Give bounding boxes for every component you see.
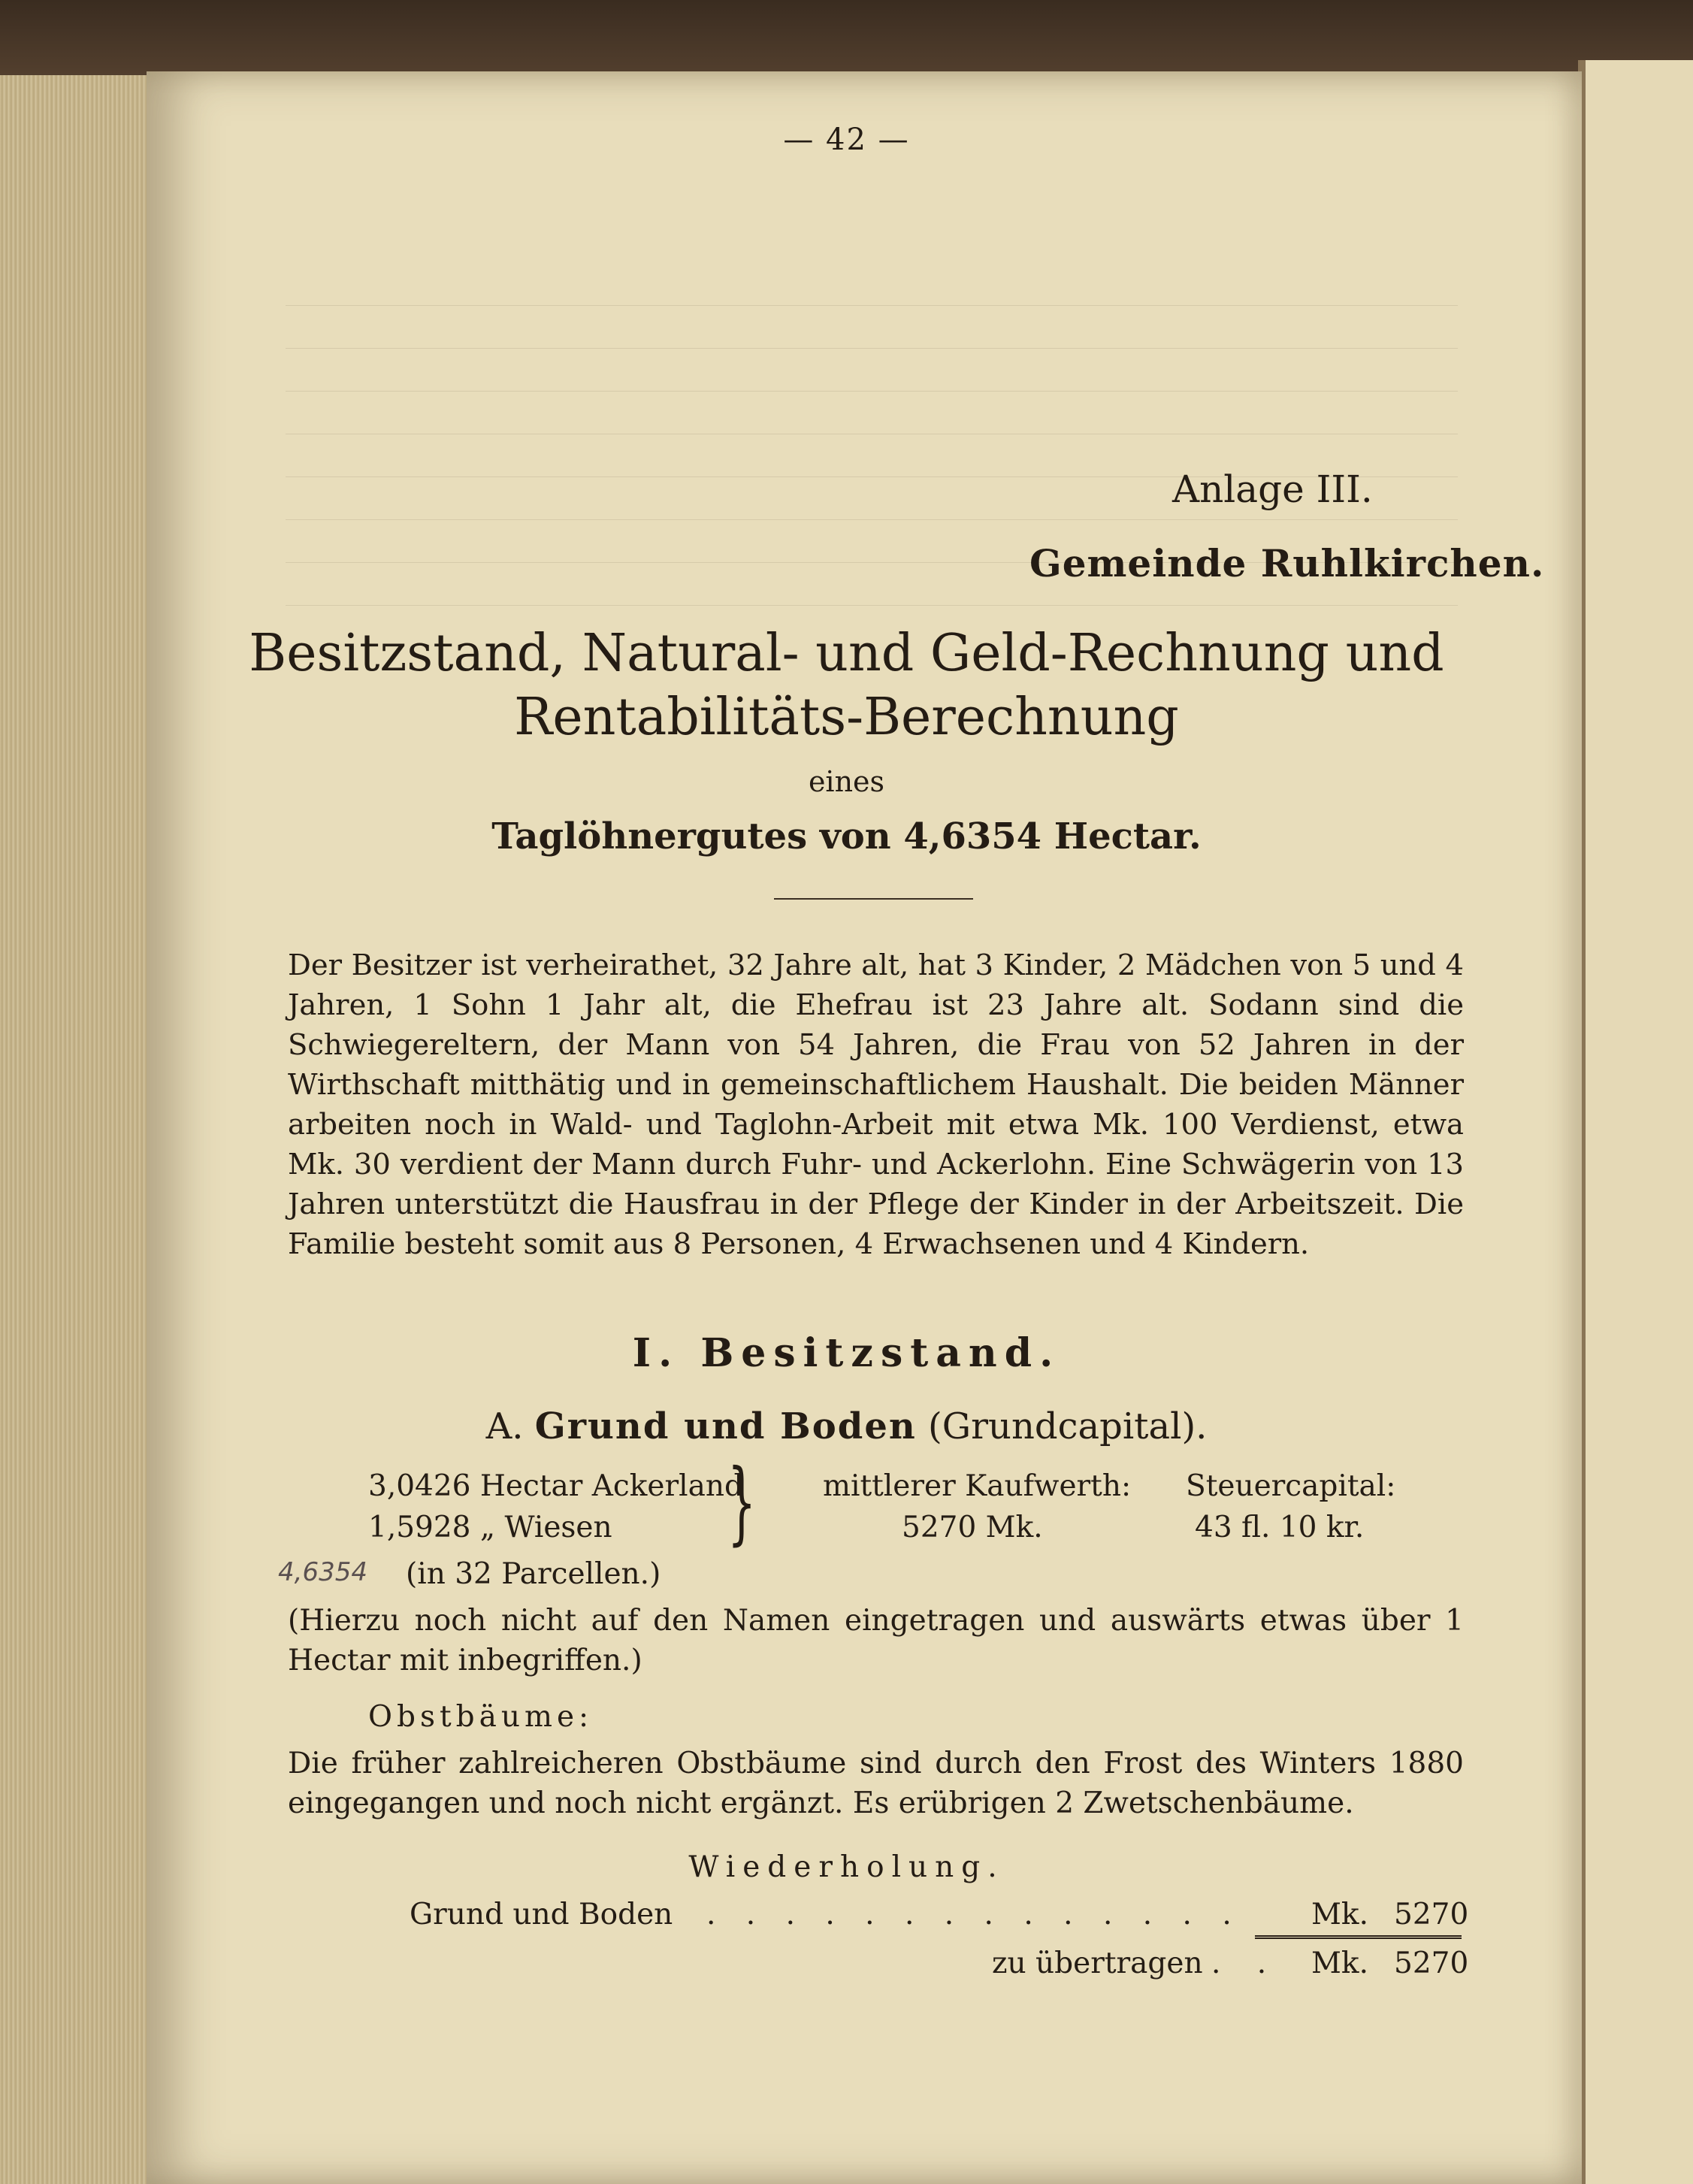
summary-row-dots: . . . . . . . . . . . . . . [706, 1898, 1242, 1931]
land-row-ackerland: 3,0426 Hectar Ackerland [368, 1469, 743, 1503]
value-label: mittlerer Kaufwerth: [823, 1469, 1132, 1503]
summary-amount: 5270 [1394, 1898, 1469, 1931]
bleed-through-lines [286, 271, 1458, 661]
carry-forward-label: zu übertragen [992, 1947, 1203, 1980]
subtitle: Taglöhnergutes von 4,6354 Hectar. [491, 815, 1202, 858]
summary-currency: Mk. [1311, 1898, 1368, 1931]
municipality-heading: Gemeinde Ruhlkirchen. [1029, 541, 1545, 585]
summary-row-label: Grund und Boden [410, 1898, 673, 1931]
land-note: (Hierzu noch nicht auf den Namen eingetragen und auswärts etwas über 1 Hectar mit inbegriffen.) [288, 1604, 1464, 1677]
fruit-trees-heading: Obstbäume: [368, 1700, 594, 1734]
tax-label: Steuercapital: [1186, 1469, 1396, 1503]
handwritten-total: 4,6354 [278, 1557, 367, 1587]
tax-amount: 43 fl. 10 kr. [1195, 1511, 1365, 1544]
appendix-label: Anlage III. [1172, 467, 1373, 511]
parcel-count: (in 32 Parcellen.) [406, 1557, 661, 1591]
fruit-trees-text: Die früher zahlreicheren Obstbäume sind durch den Frost des Winters 1880 eingegangen und noch nicht ergänzt. Es erübrigen 2 Zwetschenbäume. [288, 1747, 1464, 1820]
page-number: — 42 — [783, 123, 910, 157]
value-amount: 5270 Mk. [902, 1511, 1043, 1544]
land-row-wiesen: 1,5928 „ Wiesen [368, 1511, 612, 1544]
title-divider [774, 898, 973, 900]
carry-forward-dots: . . [1211, 1947, 1280, 1980]
title-connector: eines [808, 765, 885, 798]
title-line-1: Besitzstand, Natural- und Geld-Rechnung und [249, 624, 1444, 683]
intro-paragraph: Der Besitzer ist verheirathet, 32 Jahre alt, hat 3 Kinder, 2 Mädchen von 5 und 4 Jahren, 1 Sohn 1 Jahr alt, die Ehefrau ist 23 Jahre alt. Sodann sind die Schwiegereltern, der Mann von 54 Jahren, die Frau von 52 Jahren in der Wirthschaft mitthätig und in gemeinschaftlichem Haushalt. Die beiden Männer arbeiten noch in Wald- und Taglohn-Arbeit mit etwa Mk. 100 Verdienst, etwa Mk. 30 verdient der Mann durch Fuhr- und Ackerlohn. Eine Schwägerin von 13 Jahren unterstützt die Hausfrau in der Pflege der Kinder in der Arbeitszeit. Die Familie besteht somit aus 8 Personen, 4 Erwachsenen und 4 Kindern. [288, 948, 1464, 1261]
title-line-2: Rentabilitäts-Berechnung [514, 688, 1179, 747]
carry-forward-amount: 5270 [1394, 1947, 1469, 1980]
section-heading-A [0, 1405, 1693, 1447]
summary-heading: Wiederholung. [688, 1850, 1005, 1884]
curly-brace: } [727, 1450, 757, 1555]
section-A-bold: Grund und Boden [534, 1405, 917, 1447]
section-heading-I: I. Besitzstand. [632, 1330, 1061, 1376]
carry-forward-currency: Mk. [1311, 1947, 1368, 1980]
sum-double-rule [1255, 1935, 1462, 1939]
section-A-suffix: (Grundcapital). [928, 1405, 1208, 1447]
section-A-prefix: A. [485, 1405, 524, 1447]
